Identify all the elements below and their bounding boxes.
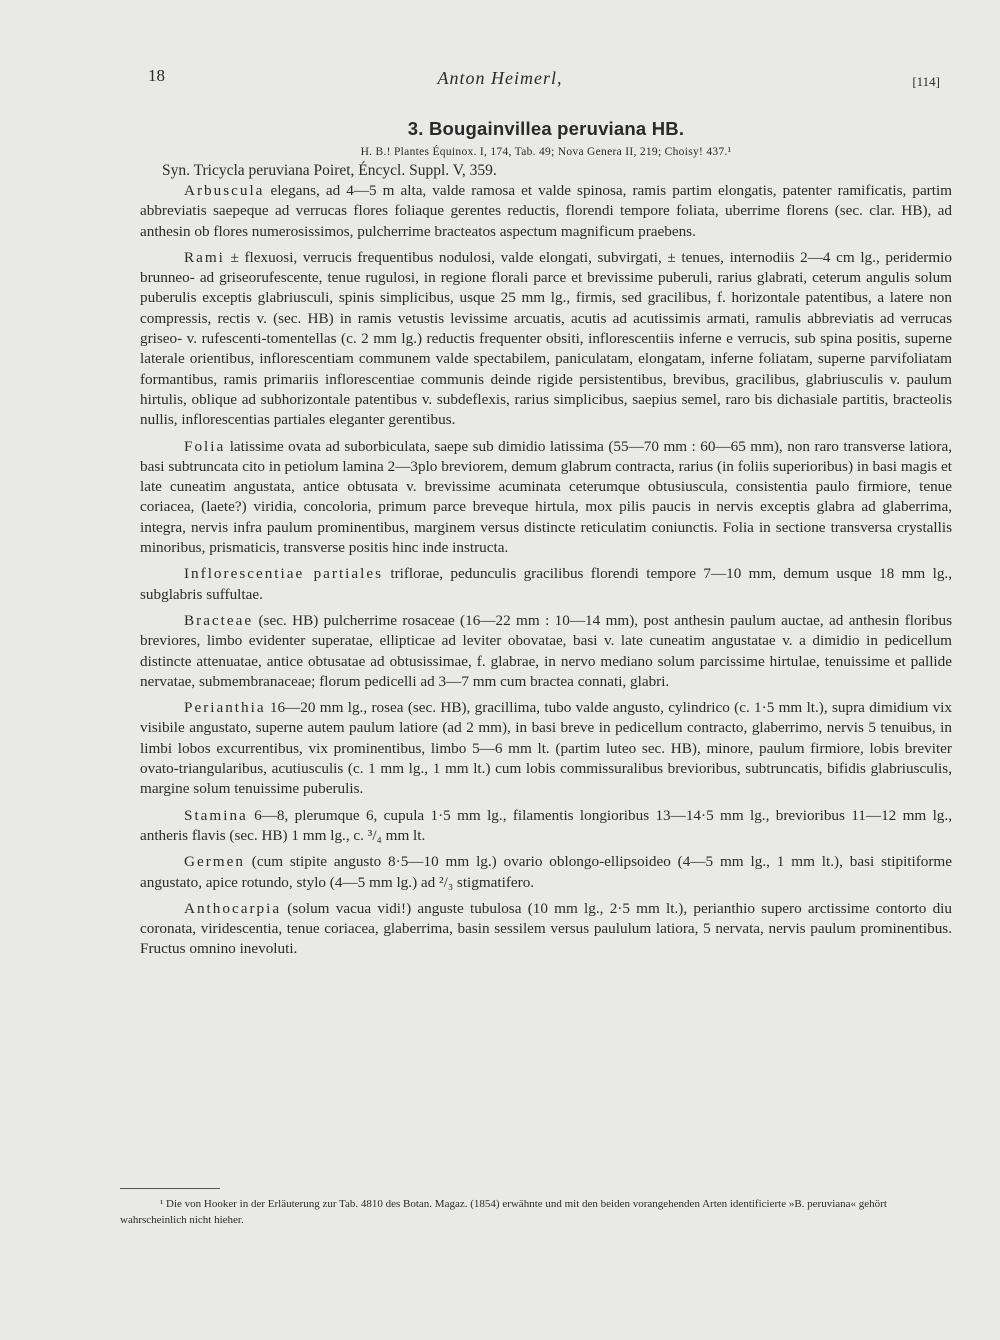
- paragraph-leaves: [140, 437, 952, 559]
- paragraph-text: 16—20 mm lg., rosea (sec. HB), gracillima, tubo valde angusto, cylindrico (c. 1·5 mm lt.), supra dimidium vix visibile angustato, superne autem paulum latiore (ad 2 mm), in basi breve in pedicellum contracto, glaberrimo, nervis 5 tenuibus, in limbi lobos excurrentibus, vix prominentibus, limbo 5—6 mm lt. (partim luteo sec. HB), minore, paulum firmiore, lobis breviter ovato-triangularibus, acutiusculis (c. 1 mm lg., 1 mm lt.) cum lobis commissuralibus brevioribus, subtruncatis, bifidis glabriusculis, margine solum tenuissime puberulis.: [140, 699, 952, 798]
- paragraph-perianth: [140, 698, 952, 799]
- footnote-rule: [120, 1188, 220, 1189]
- paragraph-fruit: [140, 899, 952, 960]
- species-title: 3. Bougainvillea peruviana HB.: [407, 118, 685, 139]
- paragraph-text: (cum stipite angusto 8·5—10 mm lg.) ovario oblongo-ellipsoideo (4—5 mm lg., 1 mm lt.), basi stipitiforme angustato, apice rotundo, stylo (4—5 mm lg.) ad ²/₃ stigmatifero.: [140, 853, 952, 891]
- paragraph-lead: Arbuscula: [184, 182, 265, 199]
- paragraph-lead: Germen: [184, 853, 245, 871]
- paragraph-lead: Perianthia: [184, 699, 266, 717]
- paragraph-lead: Bracteae: [184, 611, 254, 629]
- paragraph-lead: Anthocarpia: [184, 899, 282, 917]
- paragraph-text: 6—8, plerumque 6, cupula 1·5 mm lg., filamentis longioribus 13—14·5 mm lg., brevioribus 11—12 mm lg., antheris flavis (sec. HB) 1 mm lg., c. ³/₄ mm lt.: [140, 806, 952, 844]
- running-header-author: Anton Heimerl,: [437, 68, 563, 88]
- paragraph-ovary: [140, 852, 952, 893]
- paragraph-text: elegans, ad 4—5 m alta, valde ramosa et valde spinosa, ramis partim elongatis, patenter ramificatis, partim abbreviatis saepeque ad verrucas flores foliaque gerentes reductis, florendi tempore foliata, uberrime florens (sec. clar. HB), ad anthesin ob flores numerosissimos, pulcherrime bracteatos aspectum magnificum praebens.: [140, 182, 952, 240]
- page-header: [0, 66, 1000, 96]
- paragraph-lead: Rami: [184, 248, 225, 266]
- paragraph-branches: [140, 248, 952, 431]
- paragraph-stamens: [140, 806, 952, 847]
- paragraph-text: latissime ovata ad suborbiculata, saepe sub dimidio latissima (55—70 mm : 60—65 mm), non raro transverse latiora, basi subtruncata cito in petiolum lamina 2—3plo breviorem, demum glabrum contracta, rarius (in foliis superioribus) in basi magis et late cuneatim angustata, antice obtusata v. brevissime acuminata ceterumque obtusiuscula, consistentia paulo firmiore, tenue coriacea, (laete?) viridia, concoloria, primum parce breveque hirtula, mox pilis paucis in nervis exceptis glabra ad glaberrima, integra, nervis infra paulum prominentibus, marginem versus distincte reticulatim coniunctis. Folia in sectione transversa crystallis minoribus, prismaticis, transverse positis hinc inde instructa.: [140, 437, 952, 557]
- bracket-page-number: [114]: [912, 74, 940, 89]
- paragraph-bracts: [140, 611, 952, 692]
- footnote: ¹ Die von Hooker in der Erläuterung zur Tab. 4810 des Botan. Magaz. (1854) erwähnte und mit den beiden vorangehenden Arten identificierte »B. peruviana« gehört wahrscheinlich nicht hieher.: [120, 1198, 887, 1226]
- paragraph-text: ± flexuosi, verrucis frequentibus nodulosi, valde elongati, subvirgati, ± tenues, internodiis 2—4 cm lg., peridermio brunneo- ad griseorufescente, tenue rugulosi, in regione florali parce et brevissime puberuli, rarius glabrati, ceterum angulis solum puberulis exceptis glabriusculi, spinis simplicibus, usque 25 mm lg., firmis, sed gracilibus, f. horizontale patentibus, a latere non compressis, rectis v. (sec. HB) in ramis vetustis levissime arcuatis, acutis ad acutissimis armati, ramulis abbreviatis ad verrucas griseo- v. rufescenti-tomentellas (c. 2 mm lg.) reductis frequenter obsiti, inflorescentiis inferne e verrucis, sub spina positis, superne laterale orientibus, inflorescentiam communem valde spectabilem, paniculatam, elongatam, inferne foliatam, superne parvifoliatam formantibus, ramis primariis inflorescentiae communis deinde rigide persistentibus, brevibus, gracilibus, glabriusculis v. paulum hirtulis, oblique ad subhorizontale patentibus v. subdeflexis, rarius simplicibus, saepius semel, raro bis dichasiale partitis, bracteolis nullis, inflorescentias partiales eleganter gerentibus.: [140, 248, 952, 429]
- paragraph-lead: Folia: [184, 437, 226, 455]
- synonym-line: Syn. Tricycla peruviana Poiret, Éncycl. Suppl. V, 359.: [162, 162, 497, 179]
- page-number: 18: [148, 66, 165, 85]
- paragraph-text: (solum vacua vidi!) anguste tubulosa (10 mm lg., 2·5 mm lt.), perianthio supero arctissime contorto diu coronata, viridescentia, tenue coriacea, glaberrima, basin sessilem versus paululum latiora, 5 nervata, nervis paulum prominentibus. Fructus omnino inevoluti.: [140, 899, 952, 958]
- paragraph-inflorescences: [140, 564, 952, 605]
- paragraph-lead: Inflorescentiae partiales: [184, 565, 384, 583]
- paragraph-text: triflorae, pedunculis gracilibus florendi tempore 7—10 mm, demum usque 18 mm lg., subglabris suffultae.: [140, 565, 953, 603]
- paragraph-lead: Stamina: [184, 806, 248, 824]
- paragraph-text: (sec. HB) pulcherrime rosaceae (16—22 mm : 10—14 mm), post anthesin paulum auctae, ad anthesin floribus breviores, limbo evidenter superatae, ellipticae ad leviter obovatae, basi v. late cuneatim angustatae v. a dimidio in pedicellum distincte attenuatae, antice obtusatae ad obtusissimae, f. glabrae, in nervo mediano solum parcissime hirtulae, tenuissime et pallide nervatae, submembranaceae; florum pedicelli ad 3—7 mm cum bractea connati, glabri.: [140, 611, 952, 690]
- main-text: [140, 118, 952, 966]
- paragraph-habit: [140, 181, 952, 242]
- literature-references: H. B.! Plantes Équinox. I, 174, Tab. 49; Nova Genera II, 219; Choisy! 437.¹: [360, 146, 732, 158]
